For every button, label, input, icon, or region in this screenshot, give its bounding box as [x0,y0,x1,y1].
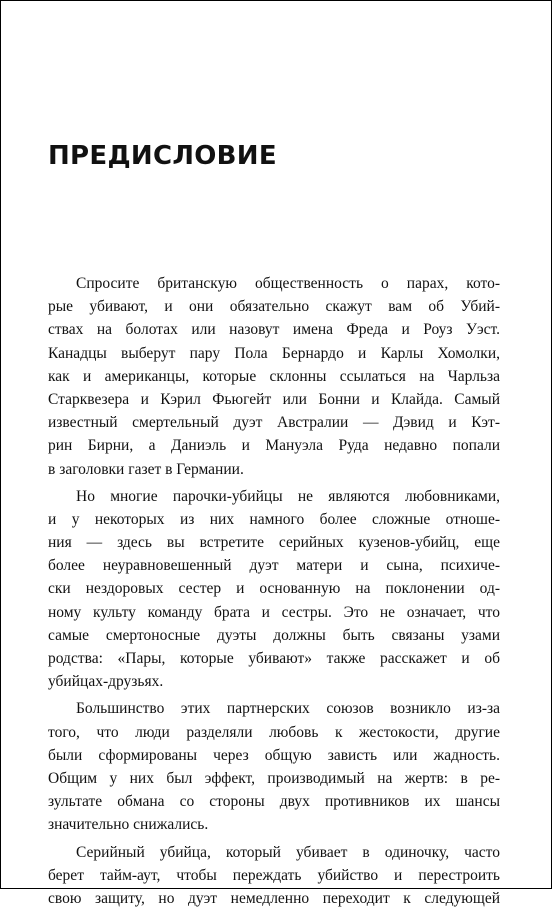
text-line: ски нездоровых сестер и основанную на поклонении од- [48,580,500,598]
text-line: ствах на болотах или назовут имена Фреда и Роуз Уэст. [48,321,500,339]
text-line: того, что люди разделяли любовь к жестокости, другие [48,723,500,741]
text-line: Канадцы выберут пару Пола Бернардо и Карлы Хомолки, [48,344,500,362]
text-line: более неуравновешенный дуэт матери и сына, психиче- [48,557,500,575]
text-line: как и американцы, которые склонны ссылаться на Чарльза [48,367,500,385]
text-line: берет тайм-аут, чтобы переждать убийство и перестроить [48,866,500,884]
text-line: были сформированы через общую зависть или жадность. [48,746,500,764]
text-line: убийцах-друзьях. [48,673,164,691]
text-line: самые смертоносные дуэты должны быть связаны узами [48,626,500,644]
text-line: зультате обмана со стороны двух противников их шансы [48,793,500,811]
paragraph [48,272,500,481]
body-text [48,272,500,914]
text-line: известный смертельный дуэт Австралии — Дэвид и Кэт- [48,414,500,432]
text-line: Общим у них был эффект, производимый на жертв: в ре- [48,769,500,787]
text-line: свою защиту, но дуэт немедленно переходит к следующей [48,889,500,907]
text-line: ния — здесь вы встретите серийных кузенов-убийц, еще [48,534,500,552]
text-line: ному культу команду брата и сестры. Это не означает, что [48,603,500,621]
text-line: Большинство этих партнерских союзов возникло из-за [76,700,500,718]
paragraph [48,697,500,836]
text-line: значительно снижались. [48,816,209,834]
text-line: Старквезера и Кэрил Фьюгейт или Бонни и Клайда. Самый [48,390,500,408]
text-line: рые убивают, и они обязательно скажут вам об Убий- [48,298,500,316]
text-line: Спросите британскую общественность о парах, кото- [76,275,500,292]
paragraph [48,841,500,911]
chapter-title: ПРЕДИСЛОВИЕ [48,141,277,171]
text-line: рин Бирни, а Даниэль и Мануэла Руда недавно попали [48,437,500,455]
text-line: родства: «Пары, которые убивают» также расскажет и об [48,650,500,667]
text-line: Но многие парочки-убийцы не являются любовниками, [76,487,500,505]
text-line: и у некоторых из них намного более сложные отноше- [48,510,500,528]
paragraph [48,485,500,694]
text-line: в заголовки газет в Германии. [48,460,244,478]
text-line: Серийный убийца, который убивает в одиночку, часто [76,843,500,861]
